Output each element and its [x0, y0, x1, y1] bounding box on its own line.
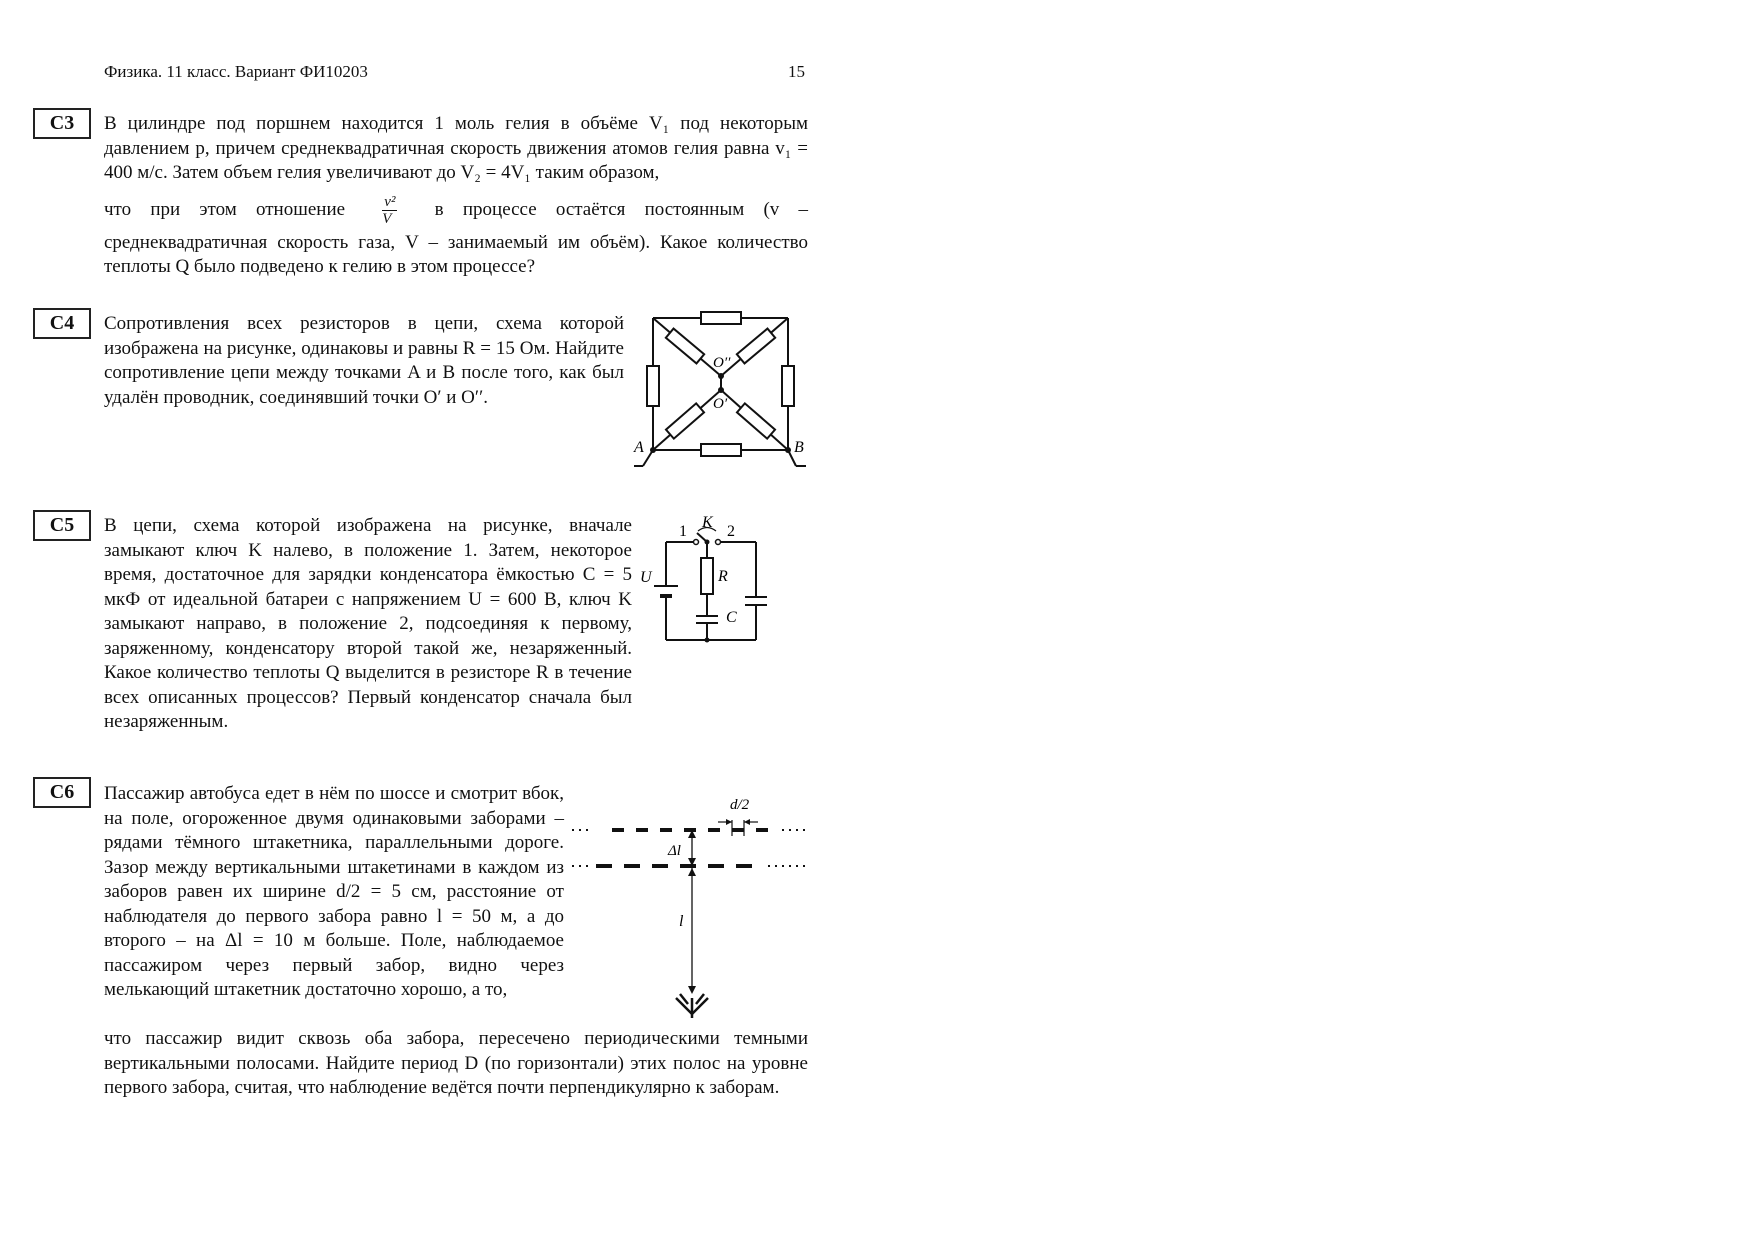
- c6-fence-diagram: [572, 792, 812, 1022]
- formula-numerator: v²: [384, 193, 396, 210]
- problem-c4-text: Сопротивления всех резисторов в цепи, схема которой изображена на рисунке, одинаковы и равны R = 15 Ом. Найдите сопротивление цепи между точками A и B после того, как был удалён проводник, соединявший точки O′ и O′′.: [104, 313, 624, 408]
- problem-c3-text-c: среднеквадратичная скорость газа, V – занимаемый им объём). Какое количество теплоты Q было подведено к гелию в этом процессе?: [104, 231, 808, 277]
- label-b: B: [794, 439, 804, 456]
- label-pos1: 1: [679, 523, 687, 540]
- node-a: [650, 447, 656, 453]
- label-c: C: [726, 609, 737, 626]
- resistor-left: [647, 366, 659, 406]
- resistor-diag-top-left: [666, 329, 704, 364]
- problem-label-c6: C6: [33, 777, 91, 808]
- node-o2: [718, 373, 724, 379]
- label-half-d: d/2: [730, 797, 750, 813]
- resistor-diag-top-right: [737, 329, 775, 364]
- problem-c3-text-a: В цилиндре под поршнем находится 1 моль гелия в объёме V₁ под некоторым давлением p, причем среднеквадратичная скорость движения атомов гелия равна v₁ = 400 м/с. Затем объем гелия увеличивают до V₂ = 4V₁ таким образом,: [104, 113, 808, 183]
- key-pivot: [705, 540, 710, 545]
- resistor-diag-bottom-left: [666, 403, 704, 438]
- resistor-bottom: [701, 444, 741, 456]
- node-bottom: [705, 638, 710, 643]
- label-pos2: 2: [727, 523, 735, 540]
- label-o2: O′′: [713, 355, 731, 371]
- resistor-diag-bottom-right: [737, 403, 775, 438]
- observer-eye-icon: [676, 994, 708, 1018]
- problem-c6-text-b: что пассажир видит сквозь оба забора, пересечено периодическими темными вертикальными полосами. Найдите период D (по горизонтали) этих полос на уровне первого забора, считая, что наблюдение ведётся почти перпендикулярно к заборам.: [104, 1028, 808, 1098]
- label-u: U: [640, 569, 652, 586]
- label-a: A: [634, 439, 644, 456]
- problem-c6-text-a: Пассажир автобуса едет в нём по шоссе и смотрит вбок, на поле, огороженное двумя одинаковыми заборами – рядами тёмного штакетника, параллельными дороге. Зазор между вертикальными штакетинами в каждом из заборов равен их ширине d/2 = 5 см, расстояние от наблюдателя до первого забора равно l = 50 м, а до второго – на Δl = 10 м больше. Поле, наблюдаемое пассажиром через первый забор, видно через мелькающий штакетник достаточно хорошо, а то,: [104, 783, 564, 1000]
- key-contact-1: [694, 540, 699, 545]
- problem-label-c4: C4: [33, 308, 91, 339]
- problem-c3-text-b-end: в процессе остаётся постоянным (v –: [434, 198, 809, 220]
- c5-circuit-diagram: [636, 510, 776, 646]
- problem-label-c3: C3: [33, 108, 91, 139]
- problem-c3-text-b-start: что при этом отношение: [104, 198, 346, 220]
- label-key: K: [702, 514, 713, 531]
- resistor-right: [782, 366, 794, 406]
- node-o1: [718, 387, 724, 393]
- problem-c3-text-b: [104, 194, 808, 227]
- formula-denominator: V: [382, 210, 392, 227]
- label-delta-l: Δl: [668, 843, 681, 859]
- problem-c3: [104, 112, 808, 280]
- problem-c5-text: В цепи, схема которой изображена на рисунке, вначале замыкают ключ K налево, в положение 1. Затем, некоторое время, достаточное для зарядки конденсатора ёмкостью C = 5 мкФ от идеальной батареи с напряжением U = 600 В, ключ K замыкают направо, в положение 2, подсоединяя к первому, заряженному, конденсатору второй такой же, незаряженный. Какое количество теплоты Q выделится в резисторе R в течение всех описанных процессов? Первый конденсатор сначала был незаряженным.: [104, 515, 632, 732]
- key-contact-2: [716, 540, 721, 545]
- resistor-top: [701, 312, 741, 324]
- ratio-formula: [382, 194, 397, 227]
- node-b: [785, 447, 791, 453]
- label-o1: O′: [713, 396, 728, 412]
- c4-circuit-diagram: [628, 308, 808, 470]
- problem-label-c5: C5: [33, 510, 91, 541]
- label-l: l: [679, 913, 684, 930]
- resistor-r: [701, 558, 713, 594]
- label-r: R: [718, 568, 728, 585]
- page-number: 15: [788, 62, 805, 81]
- header-title: Физика. 11 класс. Вариант ФИ10203: [104, 62, 368, 81]
